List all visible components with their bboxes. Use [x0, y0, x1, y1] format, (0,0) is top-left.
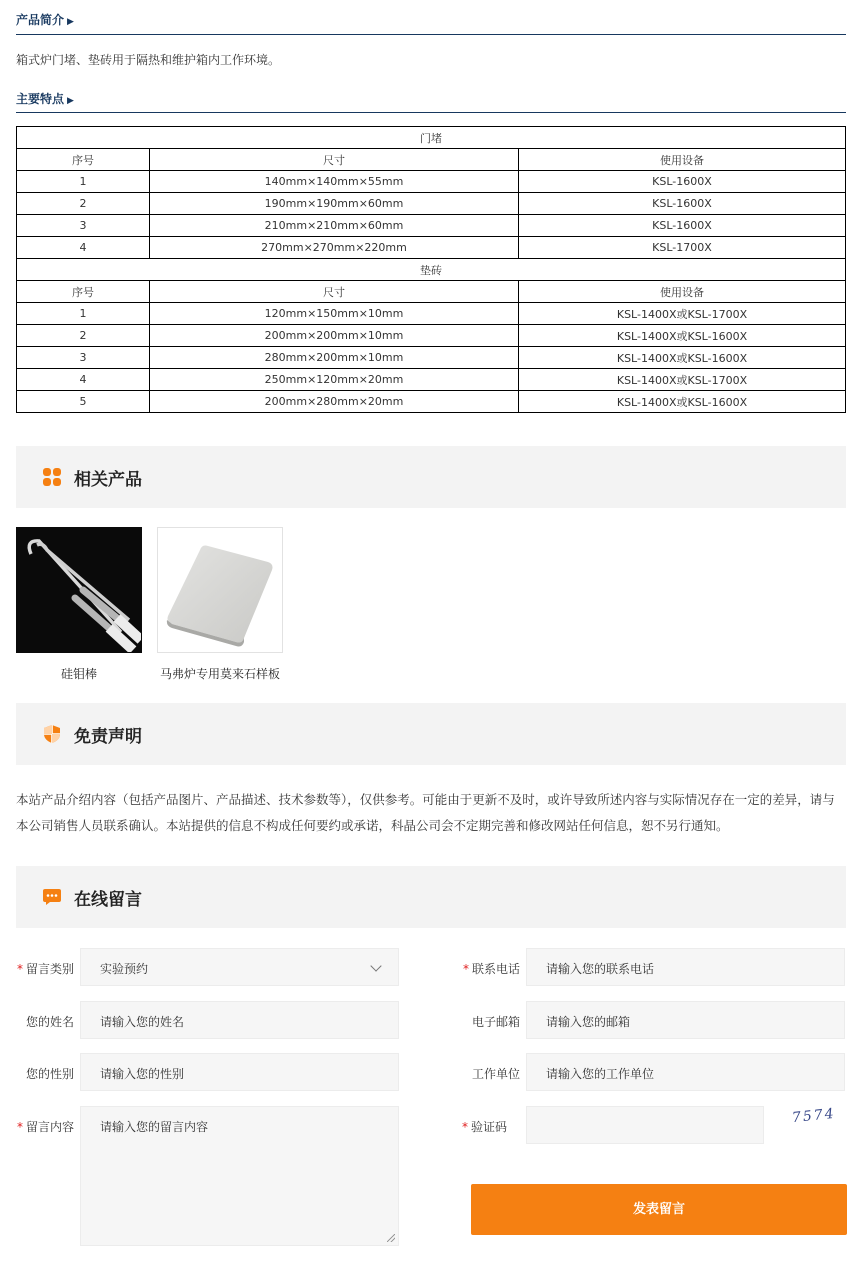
grid-icon: [42, 467, 62, 487]
table-cell: KSL-1400X或KSL-1600X: [519, 325, 846, 347]
phone-label: * 联系电话: [462, 962, 520, 976]
product-card[interactable]: [157, 527, 283, 682]
heating-rod-image: [17, 528, 141, 652]
chat-icon: [42, 887, 62, 907]
gender-label: 您的性别: [25, 1067, 74, 1081]
table-cell: KSL-1600X: [519, 193, 846, 215]
table-row: [17, 391, 846, 413]
product-image[interactable]: [157, 527, 283, 653]
phone-input[interactable]: 请输入您的联系电话: [526, 948, 845, 986]
table-cell: KSL-1400X或KSL-1700X: [519, 303, 846, 325]
captcha-image[interactable]: 7574: [791, 1105, 837, 1127]
table-header-cell: 尺寸: [150, 149, 519, 171]
content-label: * 留言内容: [16, 1120, 74, 1134]
table-row: [17, 237, 846, 259]
divider: [16, 34, 846, 35]
table-cell: 2: [17, 325, 150, 347]
name-label: 您的姓名: [25, 1015, 74, 1029]
table-group-title-row: [17, 127, 846, 149]
company-input[interactable]: 请输入您的工作单位: [526, 1053, 845, 1091]
disclaimer-header: [16, 703, 846, 765]
table-cell: 4: [17, 369, 150, 391]
category-select[interactable]: 实验预约: [80, 948, 399, 986]
gender-input[interactable]: 请输入您的性别: [80, 1053, 399, 1091]
disclaimer-title: 免责声明: [74, 727, 142, 747]
table-group-title: 门堵: [17, 127, 846, 149]
table-cell: KSL-1600X: [519, 171, 846, 193]
table-row: [17, 171, 846, 193]
product-name[interactable]: 马弗炉专用莫来石样板: [159, 667, 280, 681]
captcha-label: * 验证码: [461, 1120, 507, 1134]
shield-icon: [42, 724, 62, 744]
triangle-right-icon: ▶: [67, 17, 74, 27]
divider: [16, 112, 846, 113]
table-group-title: 垫砖: [17, 259, 846, 281]
email-label: 电子邮箱: [471, 1015, 520, 1029]
resize-handle[interactable]: [387, 1234, 395, 1242]
table-cell: 3: [17, 215, 150, 237]
table-row: [17, 325, 846, 347]
table-header-cell: 尺寸: [150, 281, 519, 303]
table-cell: 2: [17, 193, 150, 215]
required-mark: *: [461, 1120, 468, 1134]
submit-button[interactable]: 发表留言: [471, 1184, 847, 1235]
required-mark: *: [462, 962, 469, 976]
table-row: [17, 193, 846, 215]
email-input[interactable]: 请输入您的邮箱: [526, 1001, 845, 1039]
product-name[interactable]: 硅钼棒: [60, 667, 97, 681]
table-cell: KSL-1400X或KSL-1700X: [519, 369, 846, 391]
related-products-title: 相关产品: [74, 470, 142, 490]
table-row: [17, 369, 846, 391]
chevron-down-icon: [370, 960, 381, 971]
name-input[interactable]: 请输入您的姓名: [80, 1001, 399, 1039]
intro-heading: 产品简介 ▶: [16, 13, 74, 27]
table-header-row: [17, 281, 846, 303]
message-title: 在线留言: [74, 890, 142, 910]
table-cell: 270mm×270mm×220mm: [150, 237, 519, 259]
table-cell: KSL-1600X: [519, 215, 846, 237]
related-products-header: [16, 446, 846, 508]
disclaimer-text: 本站产品介绍内容（包括产品图片、产品描述、技术参数等），仅供参考。可能由于更新不及时，或许导致所述内容与实际情况存在一定的差异，请与本公司销售人员联系确认。本站提供的信息不构成任何要约或承诺，科晶公司会不定期完善和修改网站任何信息，恕不另行通知。: [16, 792, 835, 833]
table-cell: 1: [17, 171, 150, 193]
table-header-cell: 序号: [17, 149, 150, 171]
sample-plate-image: [158, 528, 282, 652]
table-group-title-row: [17, 259, 846, 281]
table-cell: 3: [17, 347, 150, 369]
table-row: [17, 303, 846, 325]
table-cell: 5: [17, 391, 150, 413]
required-mark: *: [16, 962, 23, 976]
table-row: [17, 347, 846, 369]
table-cell: 1: [17, 303, 150, 325]
table-cell: 120mm×150mm×10mm: [150, 303, 519, 325]
table-header-cell: 序号: [17, 281, 150, 303]
triangle-right-icon: ▶: [67, 96, 74, 106]
table-cell: 200mm×200mm×10mm: [150, 325, 519, 347]
table-cell: 280mm×200mm×10mm: [150, 347, 519, 369]
table-cell: 250mm×120mm×20mm: [150, 369, 519, 391]
category-label: * 留言类别: [16, 962, 74, 976]
message-header: [16, 866, 846, 928]
table-cell: KSL-1400X或KSL-1600X: [519, 391, 846, 413]
product-image[interactable]: [16, 527, 142, 653]
content-textarea[interactable]: 请输入您的留言内容: [80, 1106, 399, 1246]
table-cell: KSL-1700X: [519, 237, 846, 259]
required-mark: *: [16, 1120, 23, 1134]
table-cell: 4: [17, 237, 150, 259]
table-cell: 210mm×210mm×60mm: [150, 215, 519, 237]
product-card[interactable]: [16, 527, 142, 682]
features-heading: 主要特点 ▶: [16, 92, 74, 106]
table-row: [17, 215, 846, 237]
table-cell: 140mm×140mm×55mm: [150, 171, 519, 193]
table-cell: KSL-1400X或KSL-1600X: [519, 347, 846, 369]
intro-text: 箱式炉门堵、垫砖用于隔热和维护箱内工作环境。: [16, 53, 281, 67]
company-label: 工作单位: [471, 1067, 520, 1081]
captcha-input[interactable]: [526, 1106, 764, 1144]
table-cell: 190mm×190mm×60mm: [150, 193, 519, 215]
table-header-cell: 使用设备: [519, 281, 846, 303]
table-cell: 200mm×280mm×20mm: [150, 391, 519, 413]
table-header-cell: 使用设备: [519, 149, 846, 171]
table-header-row: [17, 149, 846, 171]
spec-table: [16, 126, 846, 413]
